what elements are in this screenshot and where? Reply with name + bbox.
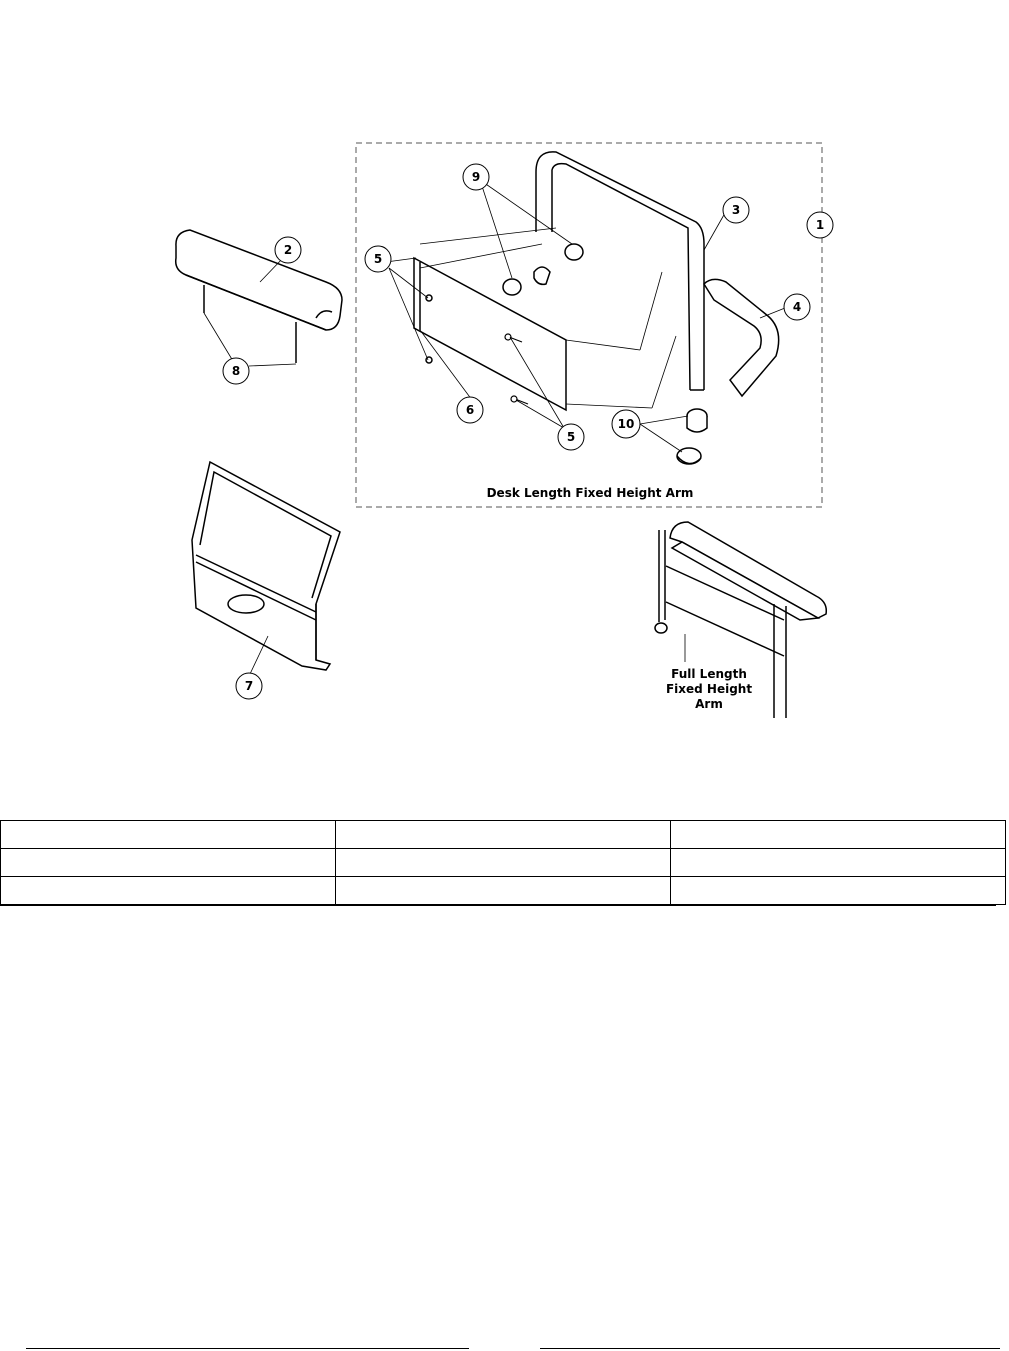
table-cell: [1, 849, 336, 877]
parts-table: [0, 820, 1006, 905]
callout-7: [236, 673, 262, 699]
table-row: [1, 821, 1006, 849]
table-row: [1, 877, 1006, 905]
full-length-caption-line-1: Full Length: [671, 667, 747, 681]
svg-text:1: 1: [815, 218, 825, 232]
table-row: [1, 849, 1006, 877]
table-cell: [671, 849, 1006, 877]
armrest-pad: [176, 230, 342, 363]
callout-5-upper: [365, 246, 391, 272]
svg-text:10: 10: [617, 417, 635, 431]
svg-text:9: 9: [471, 170, 481, 184]
svg-text:7: 7: [244, 679, 254, 693]
callout-2: [275, 237, 301, 263]
callout-4: [784, 294, 810, 320]
svg-text:5: 5: [373, 252, 383, 266]
svg-text:4: 4: [792, 300, 802, 314]
full-length-caption-line-3: Arm: [695, 697, 723, 711]
full-length-caption-line-2: Fixed Height: [665, 682, 753, 696]
footer-rule-left: [26, 1348, 469, 1349]
table-cell: [671, 877, 1006, 905]
callout-3: [723, 197, 749, 223]
clamps: [503, 244, 583, 295]
table-cell: [1, 821, 336, 849]
footer-rule-right: [540, 1348, 1000, 1349]
callout-8: [223, 358, 249, 384]
svg-text:6: 6: [465, 403, 475, 417]
callout-5-lower: [558, 424, 584, 450]
table-cell: [336, 821, 671, 849]
callout-9: [463, 164, 489, 190]
arm-panel: [192, 462, 340, 670]
desk-length-caption: Desk Length Fixed Height Arm: [486, 486, 694, 500]
svg-text:8: 8: [231, 364, 241, 378]
svg-text:5: 5: [566, 430, 576, 444]
callout-6: [457, 397, 483, 423]
table-cell: [336, 877, 671, 905]
svg-text:3: 3: [731, 203, 741, 217]
svg-text:2: 2: [283, 243, 293, 257]
arm-tube: [704, 279, 779, 396]
callout-10: [612, 410, 640, 438]
table-cell: [671, 821, 1006, 849]
table-underline: [0, 905, 996, 906]
callout-1: [807, 212, 833, 238]
table-cell: [1, 877, 336, 905]
table-cell: [336, 849, 671, 877]
